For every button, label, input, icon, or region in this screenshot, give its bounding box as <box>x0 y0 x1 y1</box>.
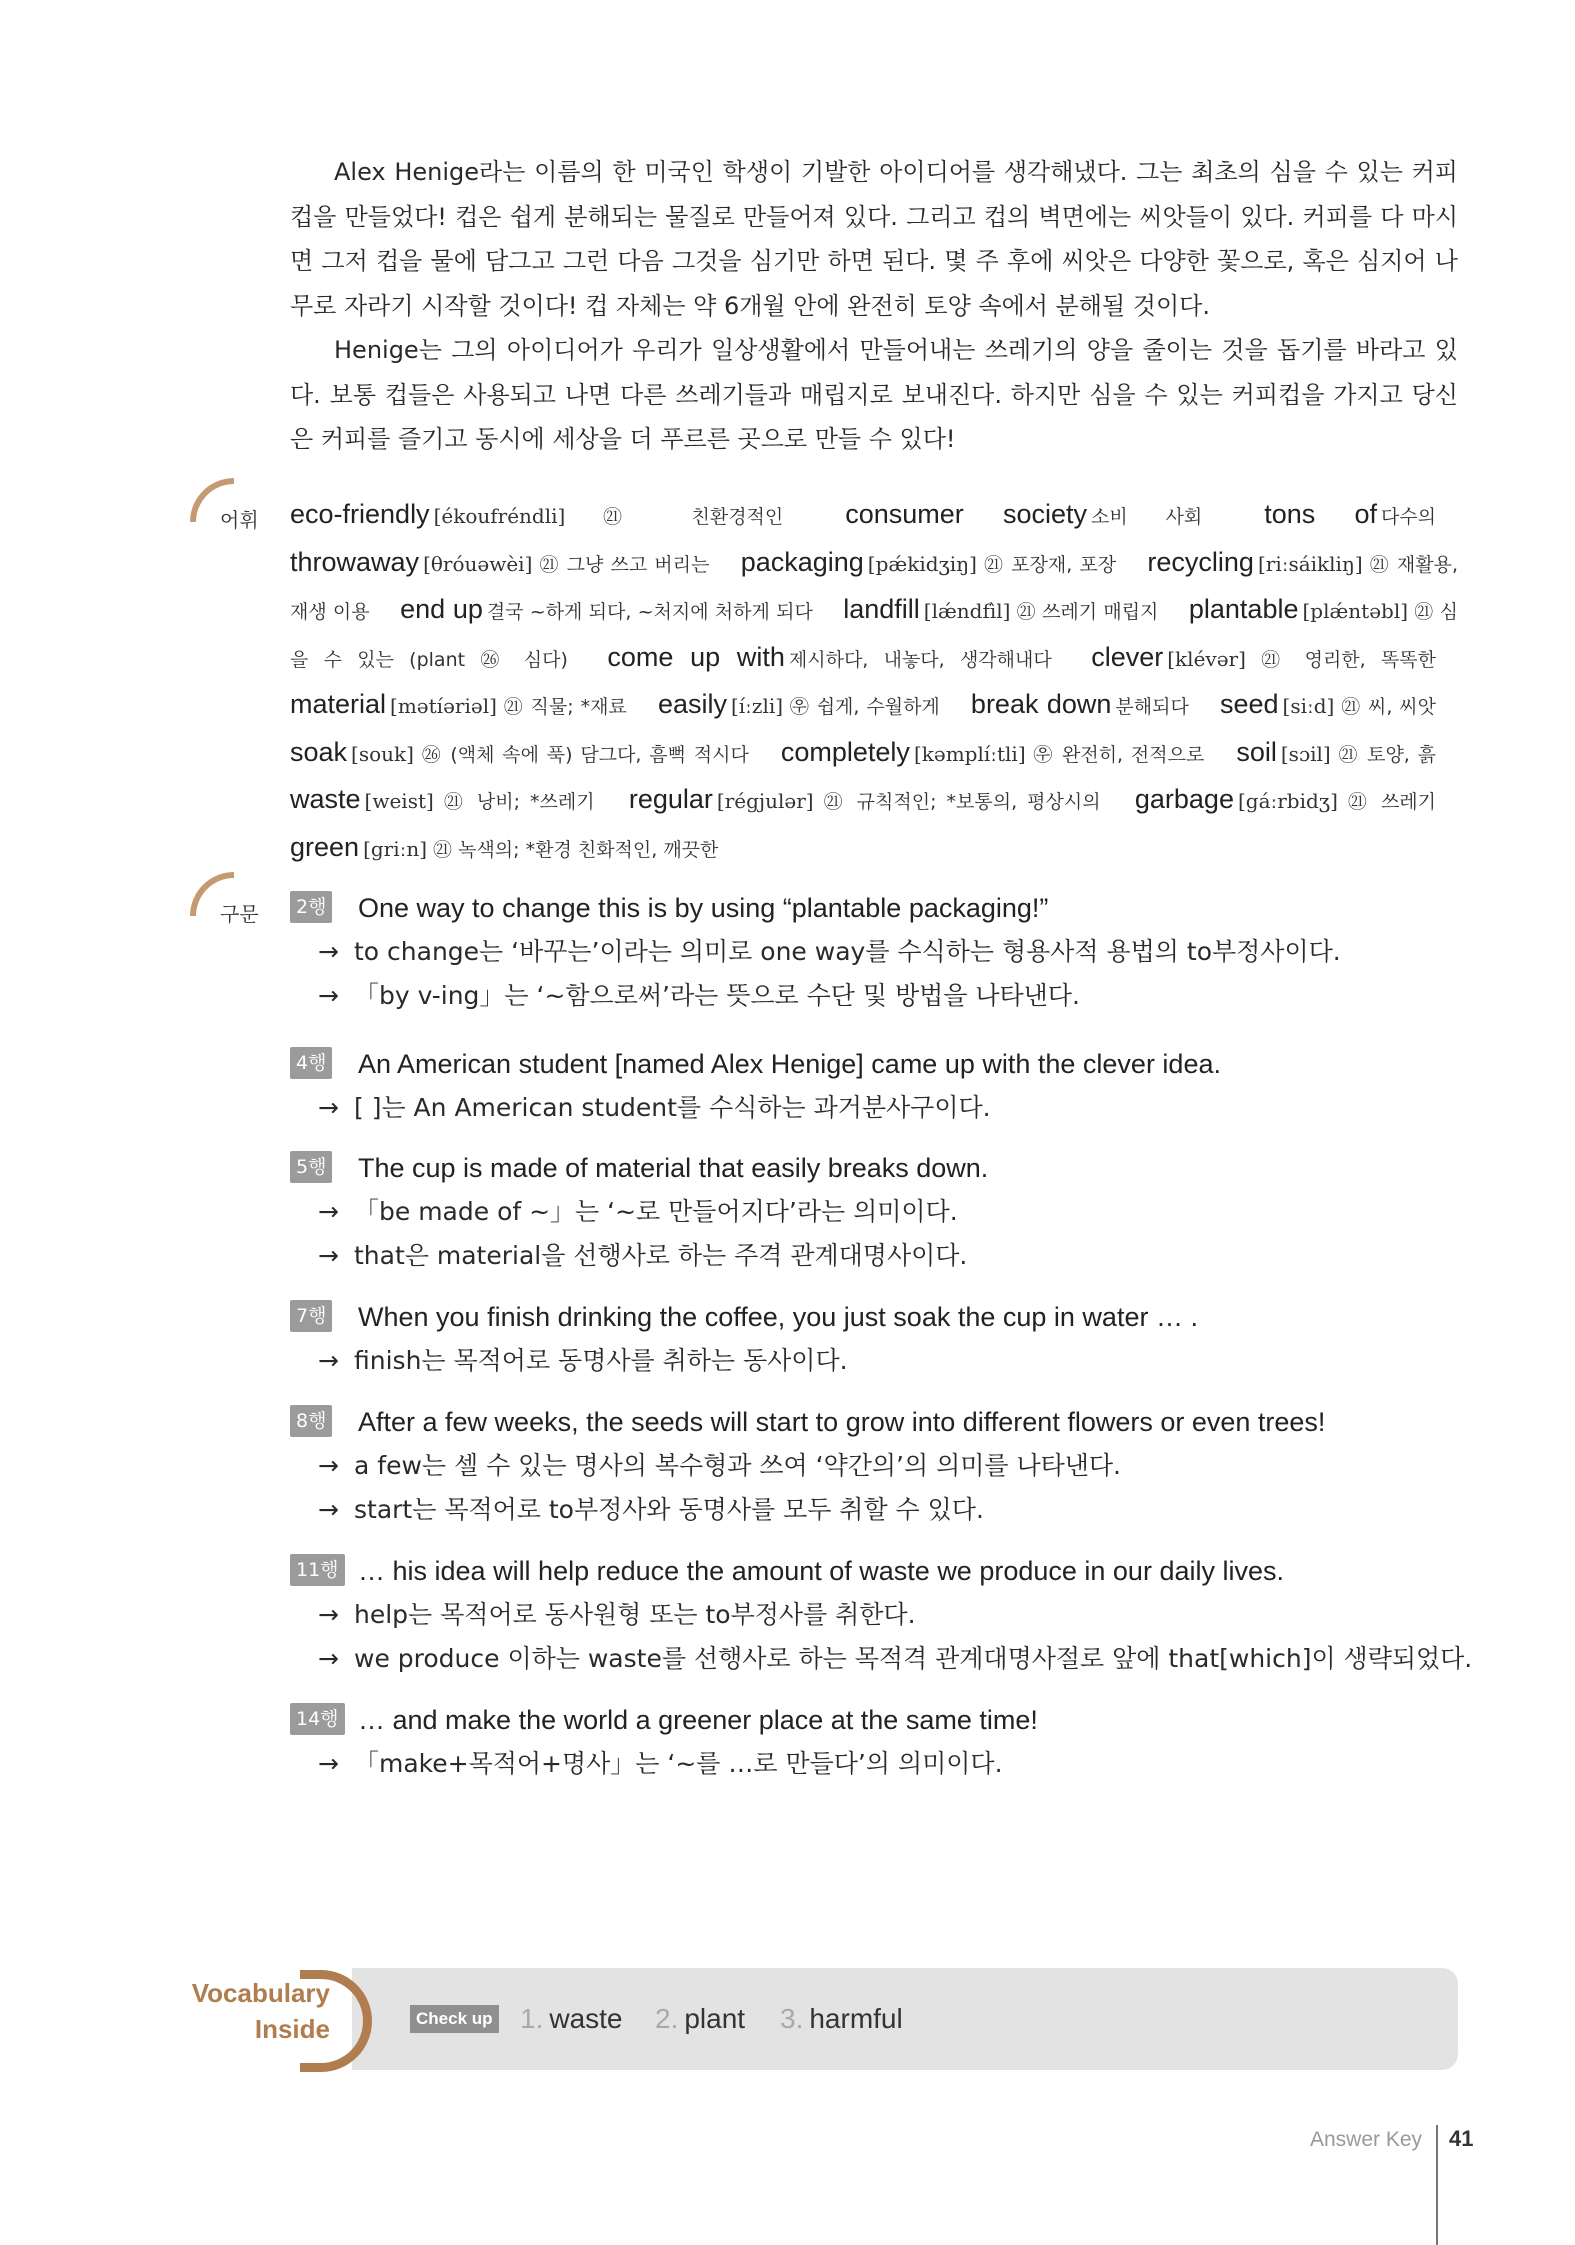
vocab-pronunciation: [kəmplíːtli] <box>913 741 1026 766</box>
syntax-sentence: An American student [named Alex Henige] came up with the clever idea. <box>358 1049 1221 1079</box>
vocab-word: completely <box>780 736 910 767</box>
vocab-word: recycling <box>1147 546 1254 577</box>
syntax-sentence: After a few weeks, the seeds will start to grow into different flowers or even trees! <box>358 1407 1326 1437</box>
syntax-sentence: … and make the world a greener place at the same time! <box>358 1705 1038 1735</box>
vocab-meaning: ㉾ 완전히, 전적으로 <box>1031 743 1205 766</box>
line-badge: 5행 <box>290 1151 332 1183</box>
vocab-pronunciation: [griːn] <box>363 836 428 861</box>
vocab-meaning: 분해되다 <box>1115 696 1189 718</box>
translation-passage <box>290 150 1458 462</box>
vocab-pronunciation: [gáːrbidʒ] <box>1237 789 1338 813</box>
vocab-word: eco-friendly <box>290 499 430 529</box>
vocab-word: seed <box>1219 689 1279 719</box>
vocab-word: garbage <box>1134 784 1234 814</box>
syntax-note: → 「make+목적어+명사」는 ‘~를 …로 만들다’의 의미이다. <box>318 1747 1003 1781</box>
vocab-pronunciation: [sɔil] <box>1280 741 1331 766</box>
vocab-meaning: ㉑ 토양, 흙 <box>1336 743 1437 766</box>
arrow-icon: → <box>318 1749 339 1778</box>
footer-label: Answer Key <box>1310 2128 1423 2151</box>
line-badge: 2행 <box>290 891 332 923</box>
vocab-list <box>290 492 1458 872</box>
vocab-meaning: 소비 사회 <box>1091 506 1203 528</box>
vocab-word: break down <box>970 689 1112 719</box>
syntax-note: → finish는 목적어로 동명사를 취하는 동사이다. <box>318 1344 848 1378</box>
vocab-word: plantable <box>1188 594 1299 624</box>
vocab-pronunciation: [régjulər] <box>716 789 814 813</box>
vocab-entry <box>1264 500 1458 530</box>
vocab-pronunciation: [θróuəwèi] <box>423 551 533 576</box>
vocab-word: clever <box>1091 641 1164 672</box>
vocab-entry <box>781 738 1226 768</box>
line-badge: 7행 <box>290 1300 332 1332</box>
arrow-icon: → <box>318 937 339 966</box>
line-badge: 14행 <box>290 1703 345 1735</box>
arrow-icon: → <box>318 1346 339 1375</box>
vocab-meaning: ㉾ 쉽게, 수월하게 <box>789 696 940 718</box>
arrow-icon: → <box>318 1197 339 1226</box>
vocab-entry <box>290 500 805 530</box>
vocab-pronunciation: [ékoufréndli] <box>433 504 566 528</box>
syntax-note: → help는 목적어로 동사원형 또는 to부정사를 취한다. <box>318 1598 916 1632</box>
vocab-word: material <box>290 689 387 719</box>
footer-divider <box>1436 2125 1438 2245</box>
vocab-meaning: 결국 ~하게 되다, ~처지에 처하게 되다 <box>486 601 813 623</box>
vocab-label: 어휘 <box>220 508 259 532</box>
vocab-word: waste <box>290 784 361 814</box>
arrow-icon: → <box>318 1093 339 1122</box>
vocab-meaning: ㉑ 친환경적인 <box>571 506 784 528</box>
vocabulary-inside-title: Vocabulary Inside <box>191 1978 330 2044</box>
vocab-entry <box>290 785 617 815</box>
vocab-word: green <box>290 831 360 862</box>
vocab-meaning: ㉑ 그냥 쓰고 버리는 <box>538 553 710 576</box>
syntax-sentence: The cup is made of material that easily breaks down. <box>358 1153 989 1183</box>
vocab-pronunciation: [weist] <box>364 789 434 813</box>
syntax-sentence: One way to change this is by using “plantable packaging!” <box>358 893 1049 923</box>
answer-3: 3. harmful <box>780 2003 903 2034</box>
syntax-sentence: When you finish drinking the coffee, you just soak the cup in water … . <box>358 1302 1198 1332</box>
arrow-icon: → <box>318 1644 339 1673</box>
vocab-meaning: 다수의 <box>1380 506 1437 528</box>
arrow-icon: → <box>318 1451 339 1480</box>
vocab-entry <box>1220 690 1458 720</box>
arrow-icon: → <box>318 1495 339 1524</box>
vocab-meaning: ㉖ (액체 속에 푹) 담그다, 흠뻑 적시다 <box>419 743 749 766</box>
line-badge: 4행 <box>290 1047 332 1079</box>
vocab-word: come up with <box>607 641 785 672</box>
vocab-meaning: ㉑ 녹색의; *환경 친화적인, 깨끗한 <box>433 838 719 861</box>
vocab-pronunciation: [klévər] <box>1167 646 1246 671</box>
arrow-icon: → <box>318 1241 339 1270</box>
answer-1: 1. waste <box>520 2003 623 2034</box>
vocab-word: consumer society <box>845 499 1088 529</box>
vocab-meaning: ㉑ 쓰레기 매립지 <box>1016 601 1159 623</box>
vocab-word: packaging <box>740 546 864 577</box>
vocab-entry <box>1091 643 1458 673</box>
syntax-section-label <box>190 872 280 932</box>
vocab-section-label <box>190 478 280 538</box>
vocab-meaning: ㉑ 규칙적인; *보통의, 평상시의 <box>819 791 1101 813</box>
syntax-note: → 「be made of ~」는 ‘~로 만들어지다’라는 의미이다. <box>318 1195 958 1229</box>
vocab-entry <box>400 595 835 625</box>
vocab-entry <box>845 500 1224 530</box>
vocab-entry <box>290 690 649 720</box>
vocab-word: landfill <box>843 594 920 624</box>
vocab-entry <box>843 595 1180 625</box>
vocab-meaning: 제시하다, 내놓다, 생각해내다 <box>788 648 1052 671</box>
vocab-entry <box>1236 738 1458 768</box>
vocab-pronunciation: [pǽkidʒiŋ] <box>867 551 977 576</box>
syntax-note: → a few는 셀 수 있는 명사의 복수형과 쓰여 ‘약간의’의 의미를 나타낸다. <box>318 1449 1121 1483</box>
vocab-pronunciation: [plǽntəbl] <box>1302 599 1409 623</box>
vocab-pronunciation: [siːd] <box>1282 694 1335 718</box>
vocab-entry <box>629 785 1123 815</box>
vocab-meaning: ㉑ 영리한, 똑똑한 <box>1251 648 1437 671</box>
passage-paragraph-2: Henige는 그의 아이디어가 우리가 일상생활에서 만들어내는 쓰레기의 양을 줄이는 것을 돕기를 바라고 있다. 보통 컵들은 사용되고 나면 다른 쓰레기들과 매립지로 보내진다. 하지만 심을 수 있는 커피컵을 가지고 당신은 커피를 즐기고 동시에 세상을 더 푸르른 곳으로 만들 수 있다! <box>290 336 1458 453</box>
vocab-entry <box>658 690 962 720</box>
arrow-icon: → <box>318 1600 339 1629</box>
vocab-meaning: ㉑ 심을 수 있는 (plant ㉖ 심다) <box>290 601 1458 671</box>
vocab-entry <box>971 690 1211 720</box>
vocab-pronunciation: [riːsáikliŋ] <box>1257 551 1363 576</box>
page-number: 41 <box>1449 2126 1474 2151</box>
syntax-note: → start는 목적어로 to부정사와 동명사를 모두 취할 수 있다. <box>318 1493 984 1527</box>
line-badge: 8행 <box>290 1405 332 1437</box>
line-badge: 11행 <box>290 1554 345 1586</box>
syntax-sentence: … his idea will help reduce the amount of waste we produce in our daily lives. <box>358 1556 1284 1586</box>
vocabulary-inside-box <box>352 1968 1458 2070</box>
vocab-entry <box>607 643 1073 673</box>
vocab-word: regular <box>628 784 713 814</box>
vocab-pronunciation: [mətíəriəl] <box>390 694 497 718</box>
vocab-word: tons of <box>1264 499 1377 529</box>
vocab-meaning: ㉑ 직물; *재료 <box>502 696 627 718</box>
vocab-pronunciation: [lǽndfìl] <box>923 599 1011 623</box>
syntax-note: → we produce 이하는 waste를 선행사로 하는 목적격 관계대명사절로 앞에 that[which]이 생략되었다. <box>318 1642 1472 1676</box>
vocab-word: soak <box>290 736 348 767</box>
vocab-word: throwaway <box>290 546 420 577</box>
vocab-entry <box>290 738 771 768</box>
syntax-note: → 「by v-ing」는 ‘~함으로써’라는 뜻으로 수단 및 방법을 나타낸다. <box>318 979 1080 1013</box>
syntax-note: → [ ]는 An American student를 수식하는 과거분사구이다. <box>318 1091 991 1125</box>
arrow-icon: → <box>318 981 339 1010</box>
vocab-meaning: ㉑ 씨, 씨앗 <box>1340 696 1436 718</box>
vocab-meaning: ㉑ 낭비; *쓰레기 <box>439 791 595 813</box>
vocab-meaning: ㉑ 재활용, 재생 이용 <box>290 553 1458 623</box>
vocab-word: end up <box>400 594 483 624</box>
vocab-entry <box>741 548 1138 578</box>
vocab-meaning: ㉑ 포장재, 포장 <box>982 553 1117 576</box>
syntax-note: → that은 material을 선행사로 하는 주격 관계대명사이다. <box>318 1239 967 1273</box>
vocab-pronunciation: [íːzli] <box>730 694 784 718</box>
syntax-note: → to change는 ‘바꾸는’이라는 의미로 one way를 수식하는 형용사적 용법의 to부정사이다. <box>318 935 1341 969</box>
vocab-entry <box>290 833 740 863</box>
vocab-word: soil <box>1236 736 1277 767</box>
vocab-word: easily <box>657 689 727 719</box>
vocab-entry <box>290 548 731 578</box>
answer-2: 2. plant <box>655 2003 746 2034</box>
check-up-badge: Check up <box>410 2005 499 2033</box>
vocab-meaning: ㉑ 쓰레기 <box>1343 791 1437 813</box>
passage-paragraph-1: Alex Henige라는 이름의 한 미국인 학생이 기발한 아이디어를 생각해냈다. 그는 최초의 심을 수 있는 커피컵을 만들었다! 컵은 쉽게 분해되는 물질로 만들어져 있다. 그리고 컵의 벽면에는 씨앗들이 있다. 커피를 다 마시면 그저 컵을 물에 담그고 그런 다음 그것을 심기만 하면 된다. 몇 주 후에 씨앗은 다양한 꽃으로, 혹은 심지어 나무로 자라기 시작할 것이다! 컵 자체는 약 6개월 안에 완전히 토양 속에서 분해될 것이다. <box>290 158 1458 320</box>
vocab-pronunciation: [souk] <box>351 741 414 766</box>
syntax-label: 구문 <box>220 902 259 926</box>
vocab-entry <box>1135 785 1458 815</box>
